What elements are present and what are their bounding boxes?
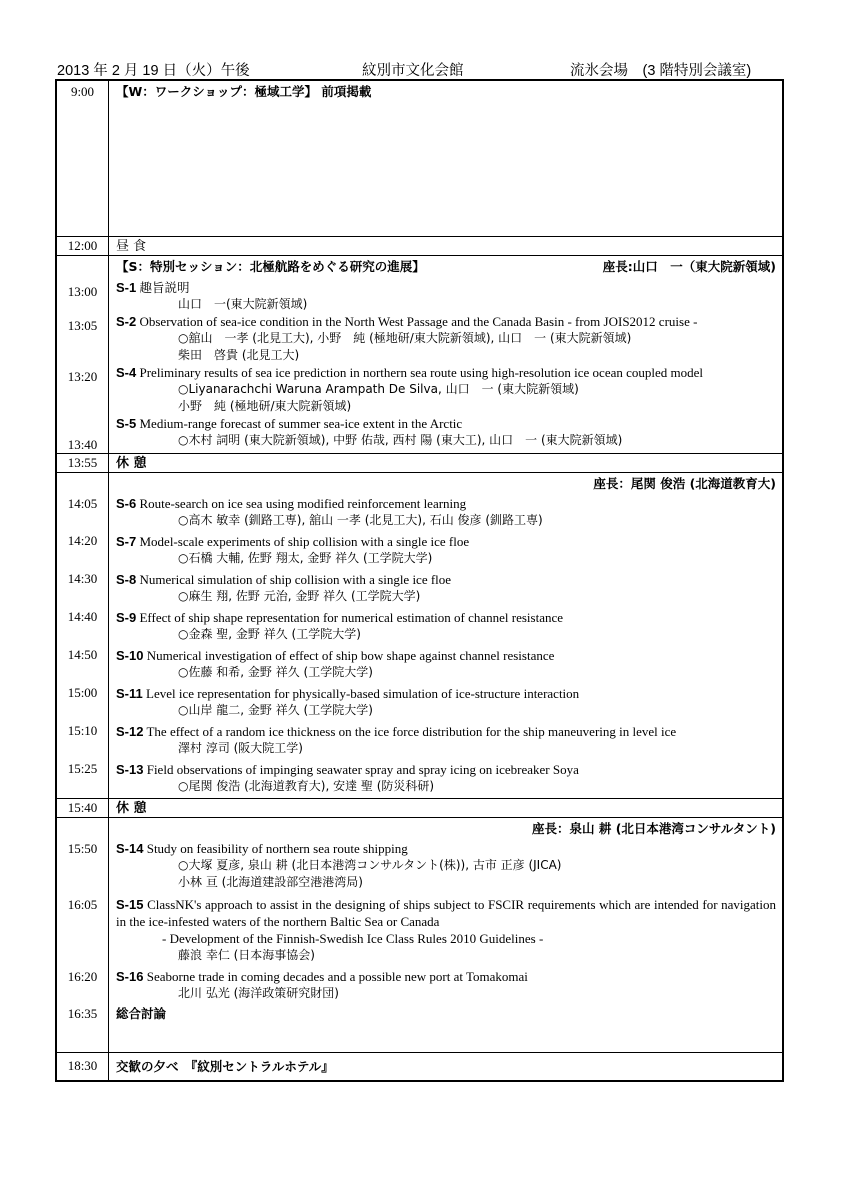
header-venue: 紋別市文化会館 xyxy=(362,63,464,79)
talk-title: ClassNK's approach to assist in the designing of ships subject to FSCIR requirements which are intended for navigation in the ice-infested waters of the northern Baltic Sea or Canada xyxy=(116,897,777,929)
time-s13: 15:25 xyxy=(67,761,98,776)
talk-title: Field observations of impinging seawater spray and spray icing on icebreaker Soya xyxy=(146,762,579,777)
content-cell xyxy=(109,818,784,1053)
time-s5: 13:40 xyxy=(67,437,98,452)
talk-s4 xyxy=(116,364,776,415)
header-date: 2013 年 2 月 19 日（火）午後 xyxy=(57,63,250,79)
talk-code: S-15 xyxy=(116,897,144,912)
talk-authors: 藤浪 幸仁 (日本海事協会) xyxy=(178,948,315,962)
talk-code: S-6 xyxy=(116,496,137,511)
session-title: 【S：特別セッション：北極航路をめぐる研究の進展】 xyxy=(116,259,425,274)
talk-s9 xyxy=(116,609,776,647)
row-break-2 xyxy=(56,799,783,818)
talk-title: Effect of ship shape representation for numerical estimation of channel resistance xyxy=(139,610,564,625)
row-morning xyxy=(56,80,783,237)
talk-s12 xyxy=(116,723,776,761)
time-s2: 13:05 xyxy=(67,318,98,333)
talk-code: S-12 xyxy=(116,724,144,739)
talk-code: S-8 xyxy=(116,572,137,587)
talk-code: S-5 xyxy=(116,416,137,431)
talk-title: Observation of sea-ice condition in the North West Passage and the Canada Basin - from JOIS2012 cruise - xyxy=(139,314,698,329)
schedule-table xyxy=(55,79,784,1082)
talk-title: Seaborne trade in coming decades and a possible new port at Tomakomai xyxy=(146,969,528,984)
page-header xyxy=(57,57,784,79)
time-s15: 16:05 xyxy=(67,897,98,912)
talk-code: S-4 xyxy=(116,365,137,380)
talk-subtitle: - Development of the Finnish-Swedish Ice Class Rules 2010 Guidelines - xyxy=(162,931,544,946)
time-cell: 9:00 xyxy=(56,80,109,237)
talk-authors: ○高木 敏幸 (釧路工専), 舘山 一孝 (北見工大), 石山 俊彦 (釧路工専) xyxy=(178,513,543,527)
talk-s8 xyxy=(116,571,776,609)
talk-title: Study on feasibility of northern sea route shipping xyxy=(146,841,408,856)
session-chair: 座長:山口 一（東大院新領域) xyxy=(602,259,776,274)
talk-code: S-9 xyxy=(116,610,137,625)
talk-authors: ○山岸 龍二, 金野 祥久 (工学院大学) xyxy=(178,703,373,717)
time-s12: 15:10 xyxy=(67,723,98,738)
time-discussion: 16:35 xyxy=(67,1006,98,1021)
workshop-title: 【W：ワークショップ：極域工学】 前項掲載 xyxy=(116,84,372,99)
talk-authors: ○舘山 一孝 (北見工大), 小野 純 (極地研/東大院新領域), 山口 一 (東大院新領域) xyxy=(178,331,632,345)
header-room: 流氷会場 (3 階特別会議室) xyxy=(570,63,752,79)
time-cell: 15:40 xyxy=(56,799,109,818)
talk-authors: ○大塚 夏彦, 泉山 耕 (北日本港湾コンサルタント(株)), 古市 正彦 (JICA) xyxy=(178,858,562,872)
time-s10: 14:50 xyxy=(67,647,98,662)
content-cell xyxy=(109,473,784,799)
talk-authors: 北川 弘光 (海洋政策研究財団) xyxy=(178,986,339,1000)
talk-code: S-10 xyxy=(116,648,144,663)
talk-s11 xyxy=(116,685,776,723)
row-session-2 xyxy=(56,473,783,799)
talk-code: S-7 xyxy=(116,534,137,549)
time-s11: 15:00 xyxy=(67,685,98,700)
time-column xyxy=(56,256,109,454)
talk-code: S-11 xyxy=(116,686,143,701)
talk-title: Preliminary results of sea ice prediction in northern sea route using high-resolution ice ocean coupled model xyxy=(139,365,704,380)
talk-authors: 山口 一(東大院新領域) xyxy=(178,297,308,311)
talk-s13 xyxy=(116,761,776,795)
talk-s7 xyxy=(116,533,776,571)
time-s6: 14:05 xyxy=(67,496,98,511)
time-s1: 13:00 xyxy=(67,284,98,299)
talk-s5 xyxy=(116,415,776,449)
break-label: 休 憩 xyxy=(109,799,784,818)
row-session-s xyxy=(56,256,783,454)
talk-s10 xyxy=(116,647,776,685)
time-s16: 16:20 xyxy=(67,969,98,984)
talk-authors: ○尾関 俊浩 (北海道教育大), 安達 聖 (防災科研) xyxy=(178,779,435,793)
talk-code: S-1 xyxy=(116,280,137,295)
content-cell xyxy=(109,256,784,454)
time-column xyxy=(56,473,109,799)
time-s7: 14:20 xyxy=(67,533,98,548)
break-label: 休 憩 xyxy=(109,454,784,473)
talk-title: Level ice representation for physically-based simulation of ice-structure interaction xyxy=(146,686,580,701)
row-break-1 xyxy=(56,454,783,473)
talk-code: S-14 xyxy=(116,841,144,856)
talk-authors: 小林 亘 (北海道建設部空港港湾局) xyxy=(178,875,363,889)
row-lunch xyxy=(56,237,783,256)
talk-authors: ○木村 詞明 (東大院新領域), 中野 佑哉, 西村 陽 (東大工), 山口 一 (東大院新領域) xyxy=(178,433,623,447)
time-cell: 13:55 xyxy=(56,454,109,473)
talk-code: S-13 xyxy=(116,762,144,777)
row-reception xyxy=(56,1053,783,1082)
talk-title: Medium-range forecast of summer sea-ice extent in the Arctic xyxy=(139,416,463,431)
talk-s1 xyxy=(116,279,776,313)
talk-title: Numerical simulation of ship collision with a single ice floe xyxy=(139,572,452,587)
talk-authors: ○佐藤 和希, 金野 祥久 (工学院大学) xyxy=(178,665,373,679)
talk-title: The effect of a random ice thickness on the ice force distribution for the ship maneuvering in level ice xyxy=(146,724,677,739)
talk-s14 xyxy=(116,840,776,896)
time-column xyxy=(56,818,109,1053)
time-s8: 14:30 xyxy=(67,571,98,586)
talk-authors: 澤村 淳司 (阪大院工学) xyxy=(178,741,303,755)
discussion-label: 総合討論 xyxy=(116,1006,167,1021)
talk-authors: ○Liyanarachchi Waruna Arampath De Silva, 山口 一 (東大院新領域) xyxy=(178,382,579,396)
talk-title: Route-search on ice sea using modified reinforcement learning xyxy=(139,496,467,511)
talk-s6 xyxy=(116,495,776,533)
time-s9: 14:40 xyxy=(67,609,98,624)
talk-authors: ○石橋 大輔, 佐野 翔太, 金野 祥久 (工学院大学) xyxy=(178,551,433,565)
talk-title: 趣旨説明 xyxy=(139,280,190,295)
general-discussion xyxy=(116,1005,776,1022)
talk-authors: ○金森 聖, 金野 祥久 (工学院大学) xyxy=(178,627,361,641)
talk-code: S-2 xyxy=(116,314,137,329)
session-s-heading xyxy=(116,258,776,275)
lunch-label: 昼 食 xyxy=(109,237,784,256)
talk-s2 xyxy=(116,313,776,364)
time-s4: 13:20 xyxy=(67,369,98,384)
talk-title: Numerical investigation of effect of ship bow shape against channel resistance xyxy=(146,648,555,663)
row-session-3 xyxy=(56,818,783,1053)
talk-authors: ○麻生 翔, 佐野 元治, 金野 祥久 (工学院大学) xyxy=(178,589,421,603)
talk-authors: 柴田 啓貴 (北見工大) xyxy=(178,348,300,362)
session-chair: 座長：尾関 俊浩 (北海道教育大) xyxy=(593,476,776,491)
content-cell xyxy=(109,80,784,237)
reception-label: 交歓の夕べ 『紋別セントラルホテル』 xyxy=(109,1053,784,1082)
talk-authors: 小野 純 (極地研/東大院新領域) xyxy=(178,399,352,413)
time-s14: 15:50 xyxy=(67,841,98,856)
time-cell: 12:00 xyxy=(56,237,109,256)
talk-title: Model-scale experiments of ship collision with a single ice floe xyxy=(139,534,470,549)
talk-code: S-16 xyxy=(116,969,144,984)
talk-s16 xyxy=(116,968,776,1005)
session-chair: 座長：泉山 耕 (北日本港湾コンサルタント) xyxy=(531,821,776,836)
time-cell: 18:30 xyxy=(56,1053,109,1082)
talk-s15 xyxy=(116,896,776,968)
